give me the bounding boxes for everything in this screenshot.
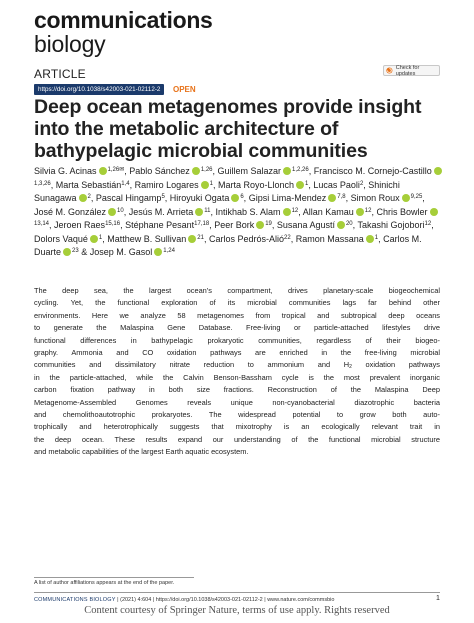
abstract-line: in the particle-attached, while the Calvin Benson-Bassham cycle is the most prevalent inorganic [34, 372, 440, 382]
author-affiliation: 1 [374, 234, 379, 241]
doi-link[interactable]: https://doi.org/10.1038/s42003-021-02112-2 [34, 84, 164, 95]
author-name[interactable]: Josep M. Gasol [89, 247, 153, 257]
journal-name [34, 9, 213, 56]
author-entry [277, 220, 353, 230]
author-affiliation: 2 [359, 180, 364, 187]
author-affiliation: 1 [98, 234, 103, 241]
orcid-icon[interactable] [99, 167, 107, 175]
author-entry [125, 220, 209, 230]
orcid-icon[interactable] [337, 221, 345, 229]
article-type: ARTICLE [34, 67, 86, 81]
author-name[interactable]: Marta Sebastián [55, 179, 122, 190]
author-affiliation: 1,24 [163, 248, 175, 254]
check-updates-label: Check for updates [395, 64, 420, 77]
orcid-icon[interactable] [256, 221, 264, 229]
orcid-icon[interactable] [430, 208, 438, 216]
author-entry [216, 207, 299, 217]
orcid-icon[interactable] [328, 194, 336, 202]
author-name[interactable]: Susana Agustí [276, 220, 335, 230]
author-name[interactable]: Shinichi Sunagawa [34, 179, 400, 203]
author-entry [54, 220, 120, 230]
author-name[interactable]: Marta Royo-Llonch [218, 179, 295, 190]
author-affiliation: 12 [291, 207, 299, 214]
author-entry [351, 193, 423, 203]
footer-journal: COMMUNICATIONS BIOLOGY [34, 597, 116, 603]
author-entry [135, 180, 213, 190]
footnote: A list of author affiliations appears at the end of the paper. [34, 580, 175, 586]
author-name[interactable]: Simon Roux [350, 193, 400, 203]
abstract-line: communities and dissimilatory nitrate reduction to ammonium and $H_2$ oxidation pathways [34, 360, 440, 371]
author-entry [96, 193, 165, 203]
orcid-icon[interactable] [154, 248, 162, 256]
author-affiliation: 20 [345, 221, 353, 227]
author-name[interactable]: Carlos Pedrós-Alió [208, 233, 285, 244]
author-entry [303, 207, 372, 217]
author-name[interactable]: Francisco M. Cornejo-Castillo [313, 166, 432, 176]
abstract-line: and metabolic capabilities of the largest Earth aquatic ecosystem. [34, 447, 249, 457]
author-name[interactable]: Lucas Paoli [313, 179, 360, 190]
author-entry [296, 234, 378, 244]
orcid-icon[interactable] [108, 208, 116, 216]
orcid-icon[interactable] [231, 194, 239, 202]
author-affiliation: 11 [204, 207, 211, 214]
author-affiliation: 2 [87, 194, 91, 200]
author-affiliation: 10 [117, 207, 124, 214]
orcid-icon[interactable] [283, 208, 291, 216]
author-name[interactable]: Gipsi Lima-Mendez [248, 193, 327, 203]
orcid-icon[interactable] [366, 235, 374, 243]
author-name[interactable]: Peer Bork [214, 220, 255, 230]
author-entry [170, 193, 244, 203]
open-access-label: OPEN [173, 85, 196, 94]
author-entry [218, 166, 309, 176]
author-entry [56, 180, 130, 190]
author-name[interactable]: Silvia G. Acinas [34, 166, 97, 176]
author-affiliation: 12 [424, 221, 432, 227]
author-name[interactable]: Jeroen Raes [54, 220, 106, 230]
abstract-line: graphy. Ammonia and CO oxidation pathways are enriched in the free-living microbial [34, 348, 440, 358]
orcid-icon[interactable] [63, 248, 71, 256]
author-entry [107, 234, 204, 244]
orcid-icon[interactable] [195, 208, 203, 216]
author-affiliation: 12 [364, 207, 372, 214]
page-footer [34, 597, 334, 603]
abstract-line: to generate the Malaspina Gene Database. Free-living or particle-attached lifestyles drive [34, 323, 440, 333]
author-entry [129, 207, 211, 217]
author-name[interactable]: Guillem Salazar [217, 166, 282, 176]
author-affiliation: 1,26✉ [107, 167, 125, 173]
article-title: Deep ocean metagenomes provide insight into the metabolic architecture of bathypelagic microbial communities [34, 96, 422, 162]
author-name[interactable]: Chris Bowler [376, 206, 428, 217]
author-affiliation: 5 [161, 194, 165, 200]
author-affiliation: 15,16 [105, 221, 121, 227]
abstract-line: environments. Here we analyze 58 metagenomes from tropical and subtropical deep oceans [34, 310, 440, 320]
check-updates-icon [386, 67, 393, 74]
author-entry [34, 207, 124, 217]
author-affiliation: 23 [72, 248, 79, 254]
orcid-icon[interactable] [296, 181, 304, 189]
author-affiliation: 1,3,26 [34, 180, 51, 187]
author-name[interactable]: Hiroyuki Ogata [169, 193, 230, 203]
abstract-line: the deep ocean. These results expand our understanding of the functional microbial structure [34, 434, 440, 444]
author-name[interactable]: Allan Kamau [302, 206, 354, 217]
author-name[interactable]: José M. González [34, 206, 107, 217]
footer-citation: | (2021) 4:604 | https://doi.org/10.1038/s42003-021-02112-2 | www.nature.com/commsbio [115, 597, 335, 603]
author-affiliation: 1,4 [121, 180, 130, 187]
subscript: 2 [349, 364, 352, 371]
author-name[interactable]: Carlos M. Duarte [34, 233, 422, 257]
author-affiliation: 17,18 [194, 221, 210, 227]
author-affiliation: 22 [284, 234, 291, 241]
orcid-icon[interactable] [402, 194, 410, 202]
author-entry [313, 180, 363, 190]
author-name[interactable]: Intikhab S. Alam [215, 206, 281, 217]
author-affiliation: 19 [265, 221, 272, 227]
author-name[interactable]: Stéphane Pesant [125, 220, 195, 230]
author-name[interactable]: Ramon Massana [295, 233, 364, 244]
abstract-line: functional differences in bathypelagic prokaryotic communities, regardless of their biogeo- [34, 335, 440, 345]
author-name[interactable]: Jesús M. Arrieta [128, 206, 194, 217]
author-name[interactable]: Pablo Sánchez [129, 166, 190, 176]
orcid-icon[interactable] [192, 167, 200, 175]
abstract-line: Metagenome-Assembled Genomes reveals unique non-cyanobacterial diazotrophic bacteria [34, 397, 440, 407]
author-affiliation: 9,25 [410, 194, 423, 200]
author-entry [218, 180, 308, 190]
check-updates-button[interactable] [383, 65, 440, 76]
author-affiliation: 6 [240, 194, 244, 200]
author-list: Silvia G. Acinas $^{1,26✉}$, Pablo Sánchez $^{1,26}$, Guillem Salazar $^{1,2,26}$, Francisco M. Cornejo-Castillo$^{1,3,26}$, Marta Sebastián$^{1,4}$, Ramiro Logares $^1$, Marta Royo-Llonch $^1$, Lucas Paoli$^2$, Shinichi Sunagawa $^2$, Pascal Hingamp$^5$, Hiroyuki Ogata $^6$, Gipsi Lima-Mendez $^{7,8}$, Simon Roux $^{9,25}$, José M. González $^{10}$, Jesús M. Arrieta $^{11}$, Intikhab S. Alam $^{12}$, Allan Kamau $^{12}$, Chris Bowler$^{13,14}$, Jeroen Raes$^{15,16}$, Stéphane Pesant$^{17,18}$, Peer Bork $^{19}$, Susana Agustí $^{20}$, Takashi Gojobori$^{12}$, Dolors Vaqué $^1$, Matthew B. Sullivan $^{21}$, Carlos Pedrós-Alió$^{22}$, Ramon Massana $^1$, Carlos M. Duarte $^{23}$ & Josep M. Gasol $^{1,24}$ [34, 165, 444, 260]
page-number: 1 [436, 595, 440, 602]
journal-name-line1: communications [34, 7, 213, 33]
footer-divider [34, 592, 440, 593]
author-entry [90, 247, 175, 257]
abstract-line: and chemolithoautotrophic prokaryotes. The widespread potential to grow both auto- [34, 410, 440, 420]
author-affiliation: 1 [209, 180, 213, 187]
author-entry [209, 234, 291, 244]
orcid-icon[interactable] [201, 181, 209, 189]
author-entry [214, 220, 272, 230]
author-entry [34, 166, 124, 176]
footnote-divider [34, 577, 194, 578]
author-entry [249, 193, 346, 203]
author-affiliation: 13,14 [34, 221, 50, 227]
author-name[interactable]: Ramiro Logares [134, 179, 199, 190]
author-name[interactable]: Dolors Vaqué [34, 233, 88, 244]
author-affiliation: 7,8 [337, 194, 346, 200]
journal-name-line2: biology [34, 31, 106, 57]
orcid-icon[interactable] [283, 167, 291, 175]
author-affiliation: 1,26 [200, 167, 213, 173]
abstract [34, 285, 440, 459]
author-affiliation: 1,2,26 [292, 167, 309, 173]
author-entry [34, 234, 102, 244]
abstract-line: trophically and heterotrophically suggests that mixotrophy is an ecologically relevant trait in [34, 422, 440, 432]
author-entry [129, 166, 212, 176]
abstract-line: The deep sea, the largest ocean’s compartment, drives planetary-scale biogeochemical [34, 286, 440, 295]
abstract-line: cycling. Yet, the functional exploration of its microbial communities lags far behind other [34, 298, 440, 308]
orcid-icon[interactable] [188, 235, 196, 243]
orcid-icon[interactable] [356, 208, 364, 216]
author-name[interactable]: Matthew B. Sullivan [107, 233, 187, 244]
orcid-icon[interactable] [79, 194, 87, 202]
author-name[interactable]: Pascal Hingamp [95, 193, 162, 203]
author-name[interactable]: Takashi Gojobori [357, 220, 425, 230]
orcid-icon[interactable] [90, 235, 98, 243]
abstract-line: carbon fixation pathway in both size fractions. Reconstruction of the Malaspina Deep [34, 385, 440, 395]
author-affiliation: 21 [197, 234, 204, 241]
courtesy-notice: Content courtesy of Springer Nature, terms of use apply. Rights reserved [84, 605, 390, 616]
author-entry [358, 220, 432, 230]
author-affiliation: 1 [305, 180, 309, 187]
orcid-icon[interactable] [434, 167, 442, 175]
